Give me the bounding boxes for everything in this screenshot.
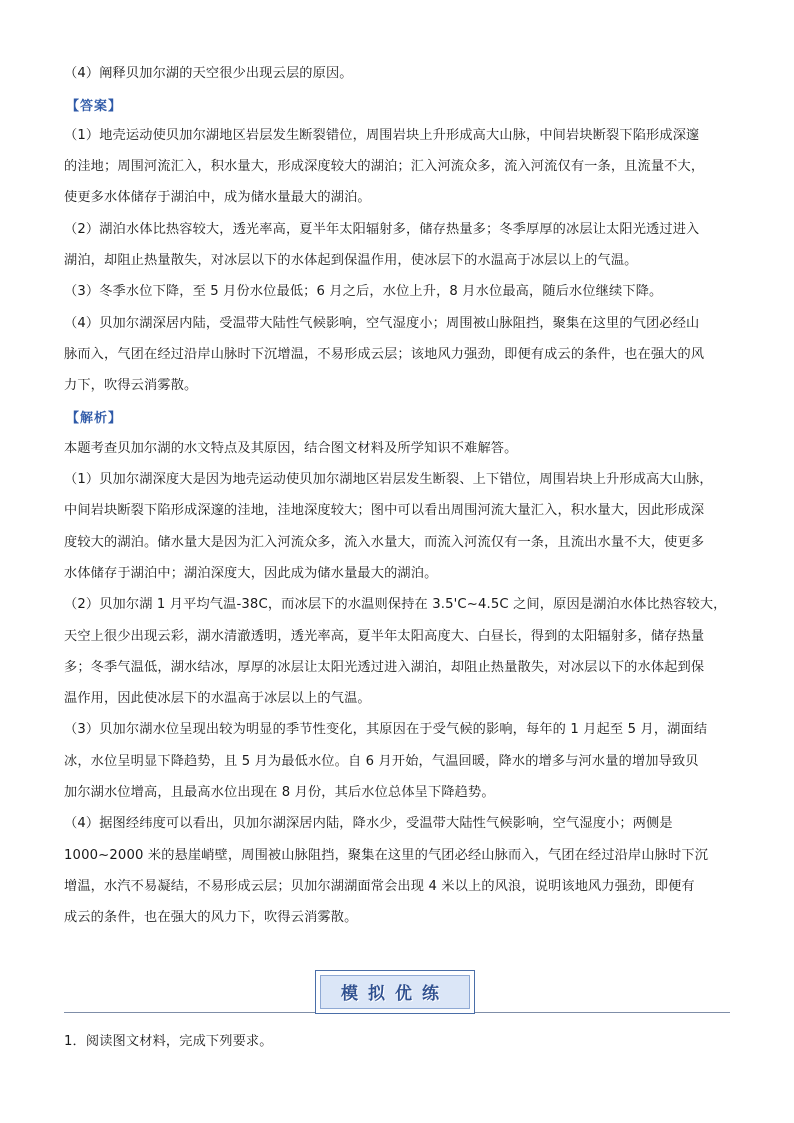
answer-line: （4）贝加尔湖深居内陆，受温带大陆性气候影响，空气湿度小；周围被山脉阻挡，聚集在这里的气团必经山: [64, 316, 700, 331]
answer-line: 脉而入，气团在经过沿岸山脉时下沉增温，不易形成云层；该地风力强劲，即便有成云的条件，也在强大的风: [64, 347, 705, 362]
answer-line: （1）地壳运动使贝加尔湖地区岩层发生断裂错位，周围岩块上升形成高大山脉，中间岩块断裂下陷形成深邃: [64, 128, 700, 143]
analysis-line: （2）贝加尔湖 1 月平均气温-38C，而冰层下的水温则保持在 3.5'C~4.5C 之间，原因是湖泊水体比热容较大，: [64, 597, 727, 612]
analysis-line: 中间岩块断裂下陷形成深邃的洼地，洼地深度较大；图中可以看出周围河流大量汇入，积水量大，因此形成深: [64, 503, 705, 518]
analysis-line: 水体储存于湖泊中；湖泊深度大，因此成为储水量最大的湖泊。: [64, 566, 438, 581]
answer-tag: 【答案】: [66, 99, 123, 114]
exercise-1-prompt: 1．阅读图文材料，完成下列要求。: [64, 1034, 273, 1049]
answer-line: （3）冬季水位下降，至 5 月份水位最低；6 月之后，水位上升，8 月水位最高，随后水位继续下降。: [64, 284, 663, 299]
analysis-line: 度较大的湖泊。储水量大是因为汇入河流众多，流入水量大，而流入河流仅有一条，且流出水量不大，使更多: [64, 535, 705, 550]
analysis-line: 成云的条件，也在强大的风力下，吹得云消雾散。: [64, 910, 358, 925]
analysis-line: 天空上很少出现云彩，湖水清澈透明，透光率高，夏半年太阳高度大、白昼长，得到的太阳辐射多，储存热量: [64, 629, 705, 644]
answer-line: 力下，吹得云消雾散。: [64, 378, 198, 393]
section-banner: [315, 970, 475, 1014]
analysis-line: 温作用，因此使冰层下的水温高于冰层以上的气温。: [64, 691, 371, 706]
answer-line: 湖泊，却阻止热量散失，对冰层以下的水体起到保温作用，使冰层下的水温高于冰层以上的气温。: [64, 253, 638, 268]
analysis-line: （1）贝加尔湖深度大是因为地壳运动使贝加尔湖地区岩层发生断裂、上下错位，周围岩块上升形成高大山脉，: [64, 472, 713, 487]
answer-line: 的洼地；周围河流汇入，积水量大，形成深度较大的湖泊；汇入河流众多，流入河流仅有一条，且流量不大，: [64, 159, 705, 174]
analysis-line: 加尔湖水位增高，且最高水位出现在 8 月份，其后水位总体呈下降趋势。: [64, 785, 495, 800]
analysis-line: 多；冬季气温低，湖水结冰，厚厚的冰层让太阳光透过进入湖泊，却阻止热量散失，对冰层以下的水体起到保: [64, 660, 705, 675]
analysis-line: 增温，水汽不易凝结，不易形成云层；贝加尔湖湖面常会出现 4 米以上的风浪，说明该地风力强劲，即便有: [64, 879, 695, 894]
answer-line: （2）湖泊水体比热容较大，透光率高，夏半年太阳辐射多，储存热量多；冬季厚厚的冰层让太阳光透过进入: [64, 222, 700, 237]
answer-line: 使更多水体储存于湖泊中，成为储水量最大的湖泊。: [64, 190, 371, 205]
analysis-line: 冰，水位呈明显下降趋势，且 5 月为最低水位。自 6 月开始，气温回暖，降水的增多与河水量的增加导致贝: [64, 754, 699, 769]
analysis-line: （3）贝加尔湖水位呈现出较为明显的季节性变化，其原因在于受气候的影响，每年的 1 月起至 5 月，湖面结: [64, 722, 708, 737]
analysis-line: 1000~2000 米的悬崖峭壁，周围被山脉阻挡，聚集在这里的气团必经山脉而入，气团在经过沿岸山脉时下沉: [64, 848, 709, 863]
analysis-line: 本题考查贝加尔湖的水文特点及其原因，结合图文材料及所学知识不难解答。: [64, 441, 518, 456]
analysis-tag: 【解析】: [66, 411, 123, 426]
analysis-line: （4）据图经纬度可以看出，贝加尔湖深居内陆，降水少，受温带大陆性气候影响，空气湿度小；两侧是: [64, 816, 673, 831]
question-4-prompt: （4）阐释贝加尔湖的天空很少出现云层的原因。: [64, 66, 353, 81]
section-banner-title: 模拟优练: [341, 984, 449, 1004]
